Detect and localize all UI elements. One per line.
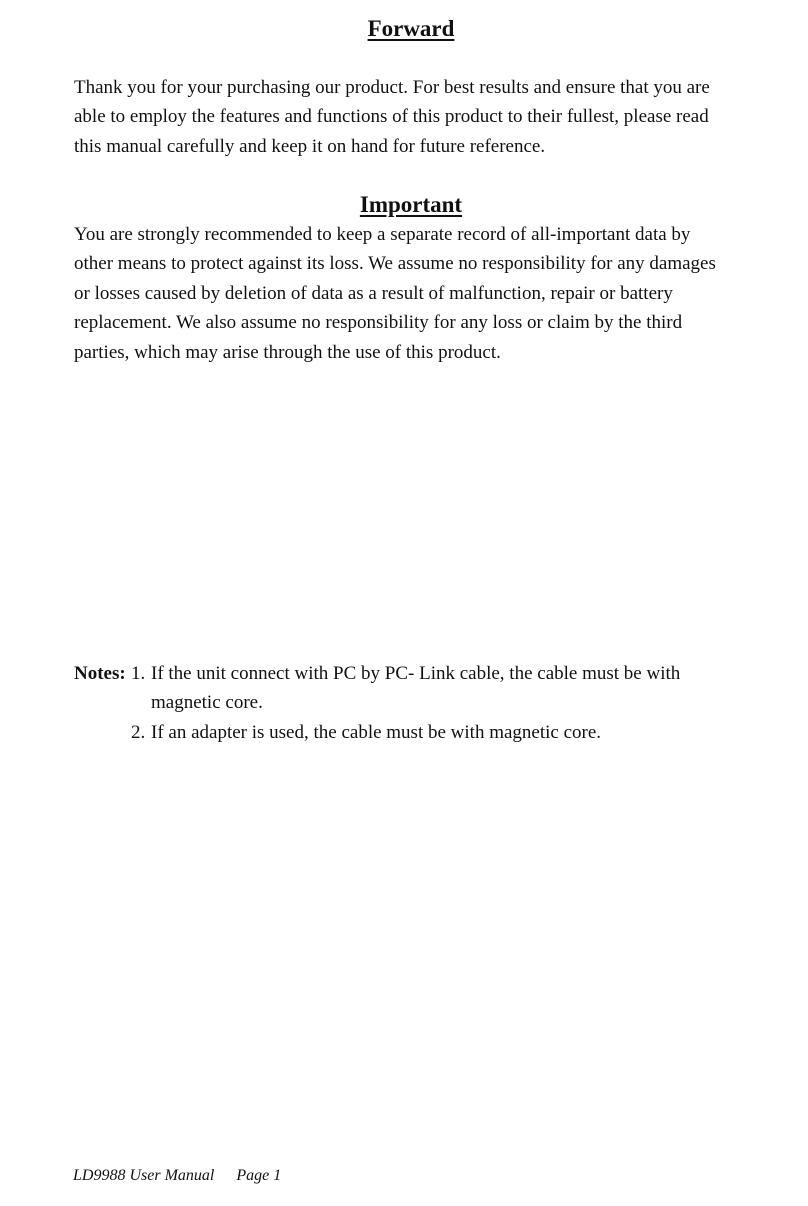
forward-line: able to employ the features and functions of this product to their fullest, please read xyxy=(74,106,709,128)
important-paragraph xyxy=(74,220,754,367)
forward-line: this manual carefully and keep it on hand for future reference. xyxy=(74,135,546,157)
important-heading: Important xyxy=(359,192,463,217)
note-number: 2. xyxy=(131,721,146,743)
note-item xyxy=(131,659,680,718)
forward-paragraph xyxy=(74,73,754,161)
note-item xyxy=(131,718,601,747)
forward-line: Thank you for your purchasing our product. For best results and ensure that you are xyxy=(74,77,710,98)
important-line: or losses caused by deletion of data as a result of malfunction, repair or battery xyxy=(74,282,673,304)
footer-manual-title: LD9988 User Manual xyxy=(73,1167,215,1184)
important-line: replacement. We also assume no responsibility for any loss or claim by the third xyxy=(74,312,683,334)
forward-heading: Forward xyxy=(367,16,455,41)
notes-label: Notes: xyxy=(74,663,126,684)
page-footer xyxy=(73,1165,281,1187)
note-text: If an adapter is used, the cable must be with magnetic core. xyxy=(151,721,602,743)
important-line: You are strongly recommended to keep a separate record of all-important data by xyxy=(74,224,691,245)
important-line: parties, which may arise through the use of this product. xyxy=(74,341,501,363)
note-text: If the unit connect with PC by PC- Link cable, the cable must be with xyxy=(151,663,681,684)
note-text-continued: magnetic core. xyxy=(151,692,263,714)
important-line: other means to protect against its loss. We assume no responsibility for any damages xyxy=(74,253,716,275)
footer-page-number: Page 1 xyxy=(236,1167,282,1184)
note-number: 1. xyxy=(131,663,146,684)
